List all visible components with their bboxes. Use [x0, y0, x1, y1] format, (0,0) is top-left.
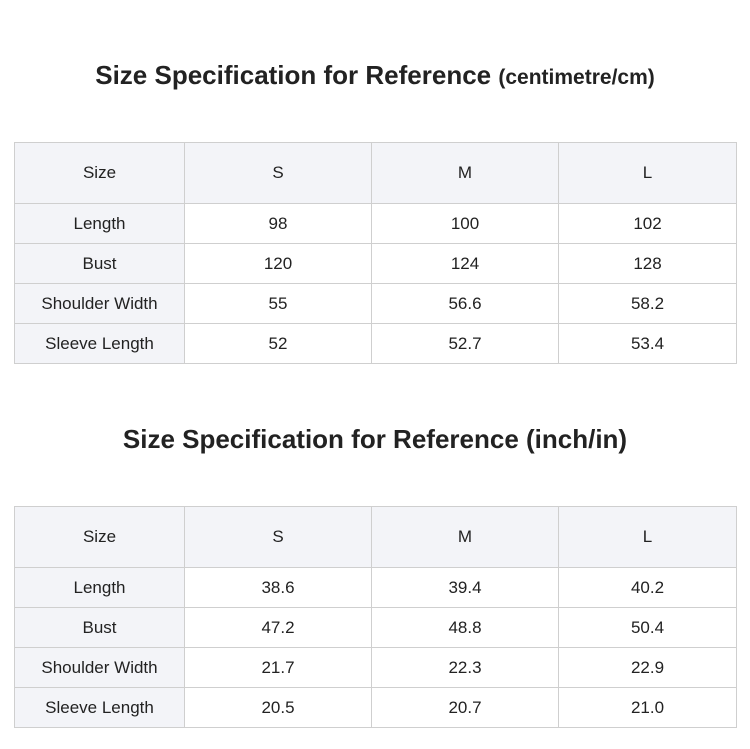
header-cell-l: L — [559, 143, 737, 204]
table-cell: 38.6 — [185, 568, 372, 608]
header-cell-size: Size — [15, 143, 185, 204]
table-cell: 47.2 — [185, 608, 372, 648]
table-cell: 48.8 — [372, 608, 559, 648]
table-cell: 56.6 — [372, 284, 559, 324]
table-row — [15, 568, 737, 608]
table-cell: 21.0 — [559, 688, 737, 728]
inch-table-title: Size Specification for Reference (inch/in) — [122, 424, 628, 454]
table-row — [15, 244, 737, 284]
header-cell-m: M — [372, 143, 559, 204]
table-cell: 58.2 — [559, 284, 737, 324]
row-label-length: Length — [15, 204, 185, 244]
table-cell: 102 — [559, 204, 737, 244]
cm-title-text: Size Specification for Reference — [95, 60, 499, 90]
table-row — [15, 608, 737, 648]
size-table-inch — [14, 506, 737, 728]
table-row — [15, 688, 737, 728]
table-cell: 100 — [372, 204, 559, 244]
size-table-cm — [14, 142, 737, 364]
table-row — [15, 648, 737, 688]
table-row — [15, 324, 737, 364]
table-cell: 20.5 — [185, 688, 372, 728]
table-cell: 55 — [185, 284, 372, 324]
row-label-length: Length — [15, 568, 185, 608]
table-cell: 53.4 — [559, 324, 737, 364]
row-label-bust: Bust — [15, 244, 185, 284]
cm-table-title — [0, 60, 750, 91]
row-label-sleeve-length: Sleeve Length — [15, 324, 185, 364]
row-label-shoulder-width: Shoulder Width — [15, 284, 185, 324]
table-cell: 98 — [185, 204, 372, 244]
table-cell: 20.7 — [372, 688, 559, 728]
header-cell-size: Size — [15, 507, 185, 568]
header-cell-l: L — [559, 507, 737, 568]
table-cell: 39.4 — [372, 568, 559, 608]
table-row — [15, 204, 737, 244]
header-cell-m: M — [372, 507, 559, 568]
table-cell: 50.4 — [559, 608, 737, 648]
table-header-row — [15, 143, 737, 204]
header-cell-s: S — [185, 507, 372, 568]
table-row — [15, 284, 737, 324]
table-cell: 52.7 — [372, 324, 559, 364]
table-cell: 21.7 — [185, 648, 372, 688]
table-cell: 128 — [559, 244, 737, 284]
row-label-bust: Bust — [15, 608, 185, 648]
table-cell: 22.9 — [559, 648, 737, 688]
row-label-sleeve-length: Sleeve Length — [15, 688, 185, 728]
table-cell: 124 — [372, 244, 559, 284]
header-cell-s: S — [185, 143, 372, 204]
row-label-shoulder-width: Shoulder Width — [15, 648, 185, 688]
table-cell: 120 — [185, 244, 372, 284]
table-cell: 40.2 — [559, 568, 737, 608]
table-cell: 22.3 — [372, 648, 559, 688]
cm-title-unit: (centimetre/cm) — [498, 66, 655, 89]
table-cell: 52 — [185, 324, 372, 364]
table-header-row — [15, 507, 737, 568]
